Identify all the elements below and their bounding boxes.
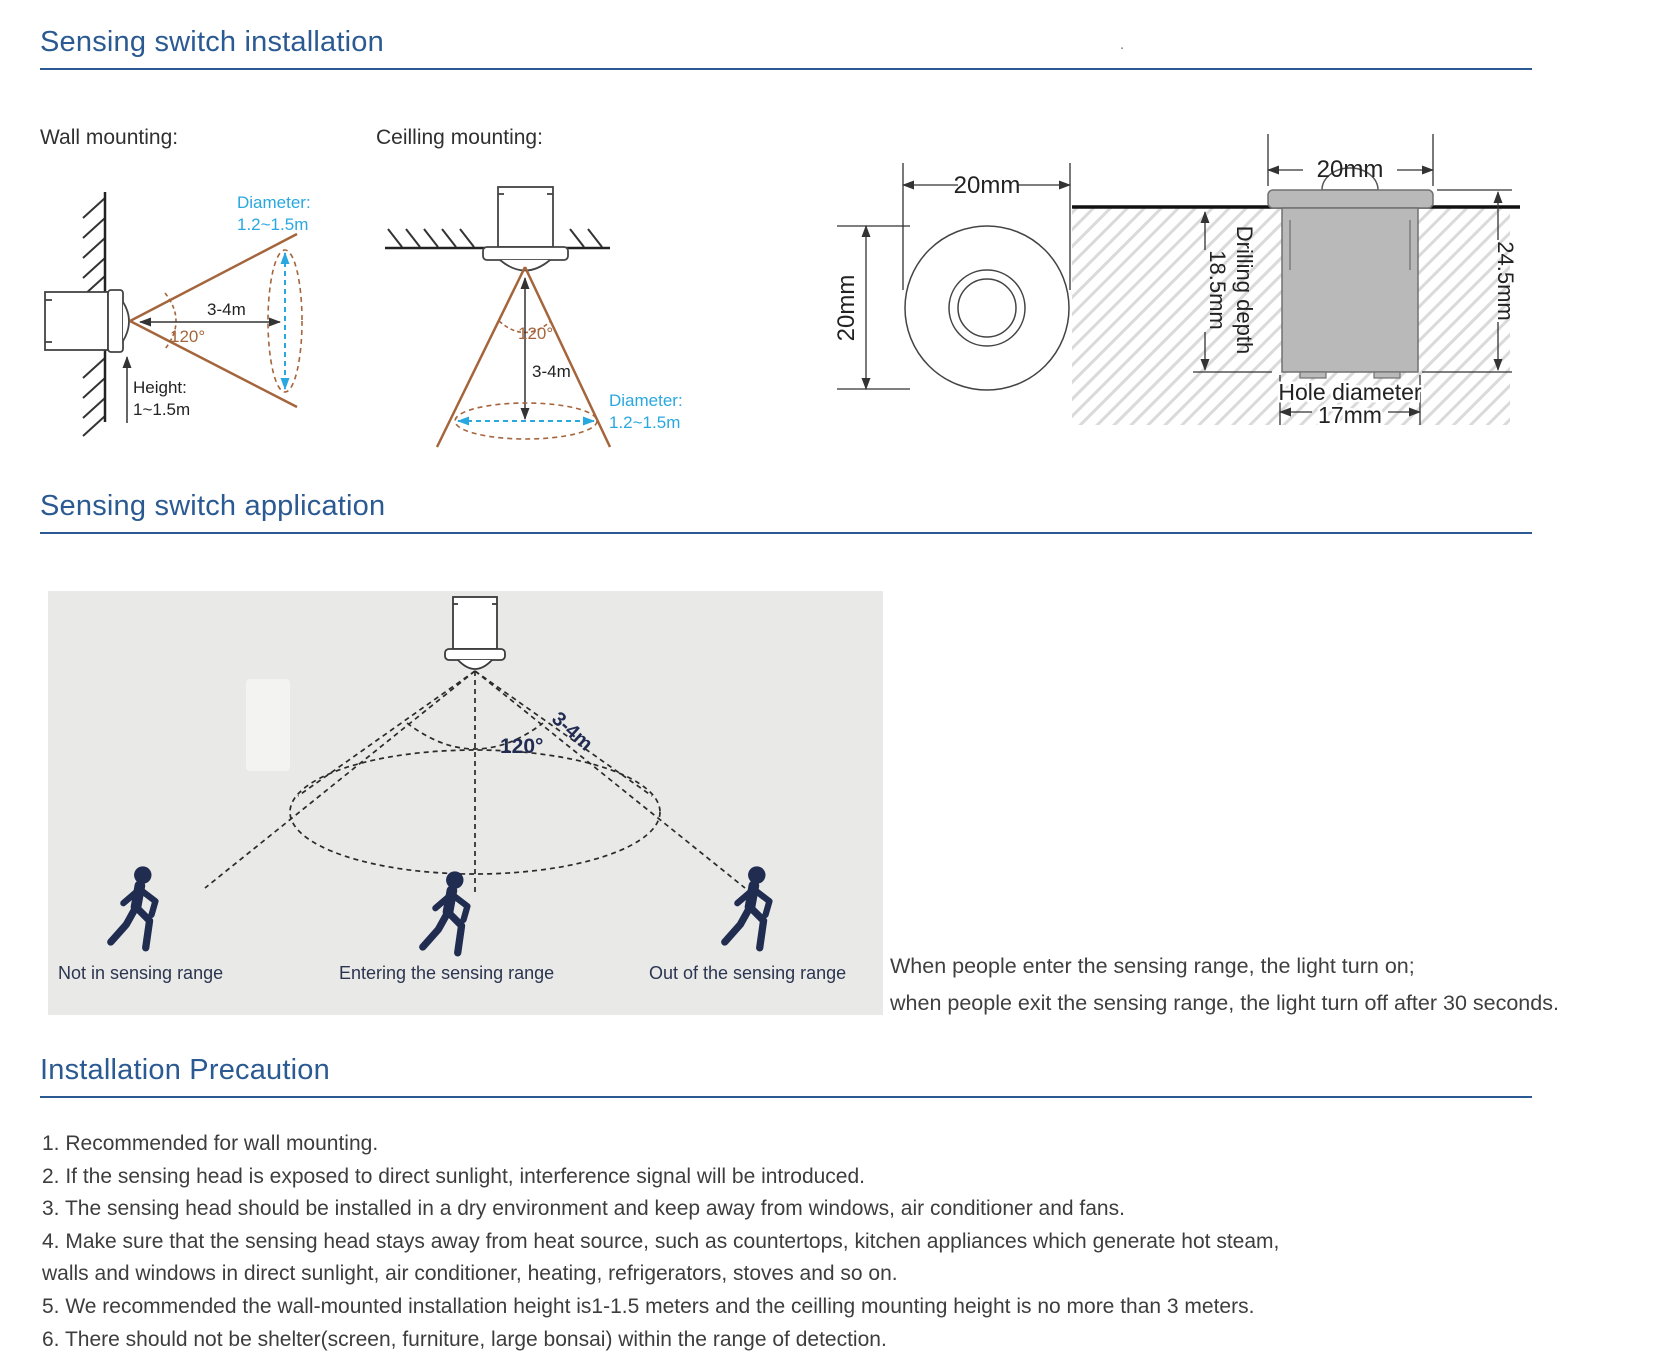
- height-value: 1~1.5m: [133, 400, 191, 419]
- stray-dot: .: [1120, 36, 1125, 53]
- angle-label: 120°: [170, 327, 206, 346]
- drilling-depth-value: 18.5mm: [1205, 250, 1230, 330]
- diameter-value: 1.2~1.5m: [237, 215, 309, 234]
- sensor-section-icon: [1268, 168, 1433, 378]
- overall-height-label: 24.5mm: [1493, 241, 1518, 321]
- ceiling-hatch: [388, 229, 602, 247]
- distance-label: 3-4m: [547, 707, 597, 756]
- sensor-icon: [498, 187, 553, 247]
- width-dimension-label: 20mm: [953, 172, 1021, 199]
- hole-diameter-label: Hole diameter: [1278, 379, 1422, 405]
- wall-mounting-diagram: [30, 150, 370, 445]
- caption-not-in-range: Not in sensing range: [58, 963, 224, 983]
- angle-label: 120°: [500, 735, 544, 758]
- caption-out-of-range: Out of the sensing range: [649, 963, 847, 983]
- distance-label: 3-4m: [532, 362, 571, 381]
- precaution-item: walls and windows in direct sunlight, air conditioner, heating, refrigerators, stoves and so on.: [42, 1262, 898, 1286]
- precaution-item: 1. Recommended for wall mounting.: [42, 1132, 379, 1155]
- height-dimension-label: 20mm: [833, 274, 860, 342]
- height-label: Height:: [133, 378, 187, 397]
- section-title-application: Sensing switch application: [40, 490, 1532, 534]
- walker-icon-center: [423, 871, 468, 952]
- sensor-icon: [445, 597, 505, 669]
- front-view-diagram: [830, 140, 1095, 405]
- width-dimension-label: 20mm: [1316, 156, 1384, 183]
- ceiling-mounting-diagram: [370, 130, 715, 465]
- precaution-item: 2. If the sensing head is exposed to direct sunlight, interference signal will be introduced.: [42, 1164, 865, 1188]
- section-title-precaution: Installation Precaution: [40, 1054, 1532, 1098]
- drilling-depth-label: Drilling depth: [1232, 225, 1257, 355]
- sensor-front-icon: [905, 226, 1069, 390]
- walker-icon-left: [111, 866, 156, 947]
- wall-mounting-label: Wall mounting:: [40, 126, 179, 149]
- precaution-item: 5. We recommended the wall-mounted installation height is1-1.5 meters and the ceilling mounting height is no more than 3 meters.: [42, 1294, 1255, 1318]
- precaution-item: 4. Make sure that the sensing head stays away from heat source, such as countertops, kitchen appliances which generate hot steam,: [42, 1229, 1280, 1253]
- precaution-item: 3. The sensing head should be installed in a dry environment and keep away from windows, air conditioner and fans.: [42, 1197, 1125, 1221]
- wall-highlight: [246, 679, 290, 771]
- application-scene: [48, 591, 883, 1015]
- walker-icon-right: [725, 866, 770, 947]
- section-title-installation: Sensing switch installation: [40, 26, 1532, 70]
- distance-label: 3-4m: [207, 300, 246, 319]
- cross-section-diagram: [1060, 120, 1565, 435]
- diameter-value: 1.2~1.5m: [609, 413, 681, 432]
- hole-diameter-value: 17mm: [1318, 402, 1382, 428]
- diameter-label: Diameter:: [609, 391, 683, 410]
- behavior-note-line1: When people enter the sensing range, the light turn on;: [890, 954, 1415, 978]
- precaution-list: [42, 1128, 1279, 1356]
- ceiling-mounting-label: Ceilling mounting:: [376, 126, 543, 149]
- precaution-item: 6. There should not be shelter(screen, furniture, large bonsai) within the range of detection.: [42, 1327, 887, 1351]
- angle-label: 120°: [518, 324, 554, 343]
- behavior-note-line2: when people exit the sensing range, the light turn off after 30 seconds.: [890, 990, 1559, 1015]
- application-illustration: [48, 591, 883, 1015]
- caption-entering-range: Entering the sensing range: [339, 963, 555, 983]
- sensor-icon: [45, 290, 129, 352]
- behavior-note: [890, 948, 1559, 1021]
- diameter-label: Diameter:: [237, 193, 311, 212]
